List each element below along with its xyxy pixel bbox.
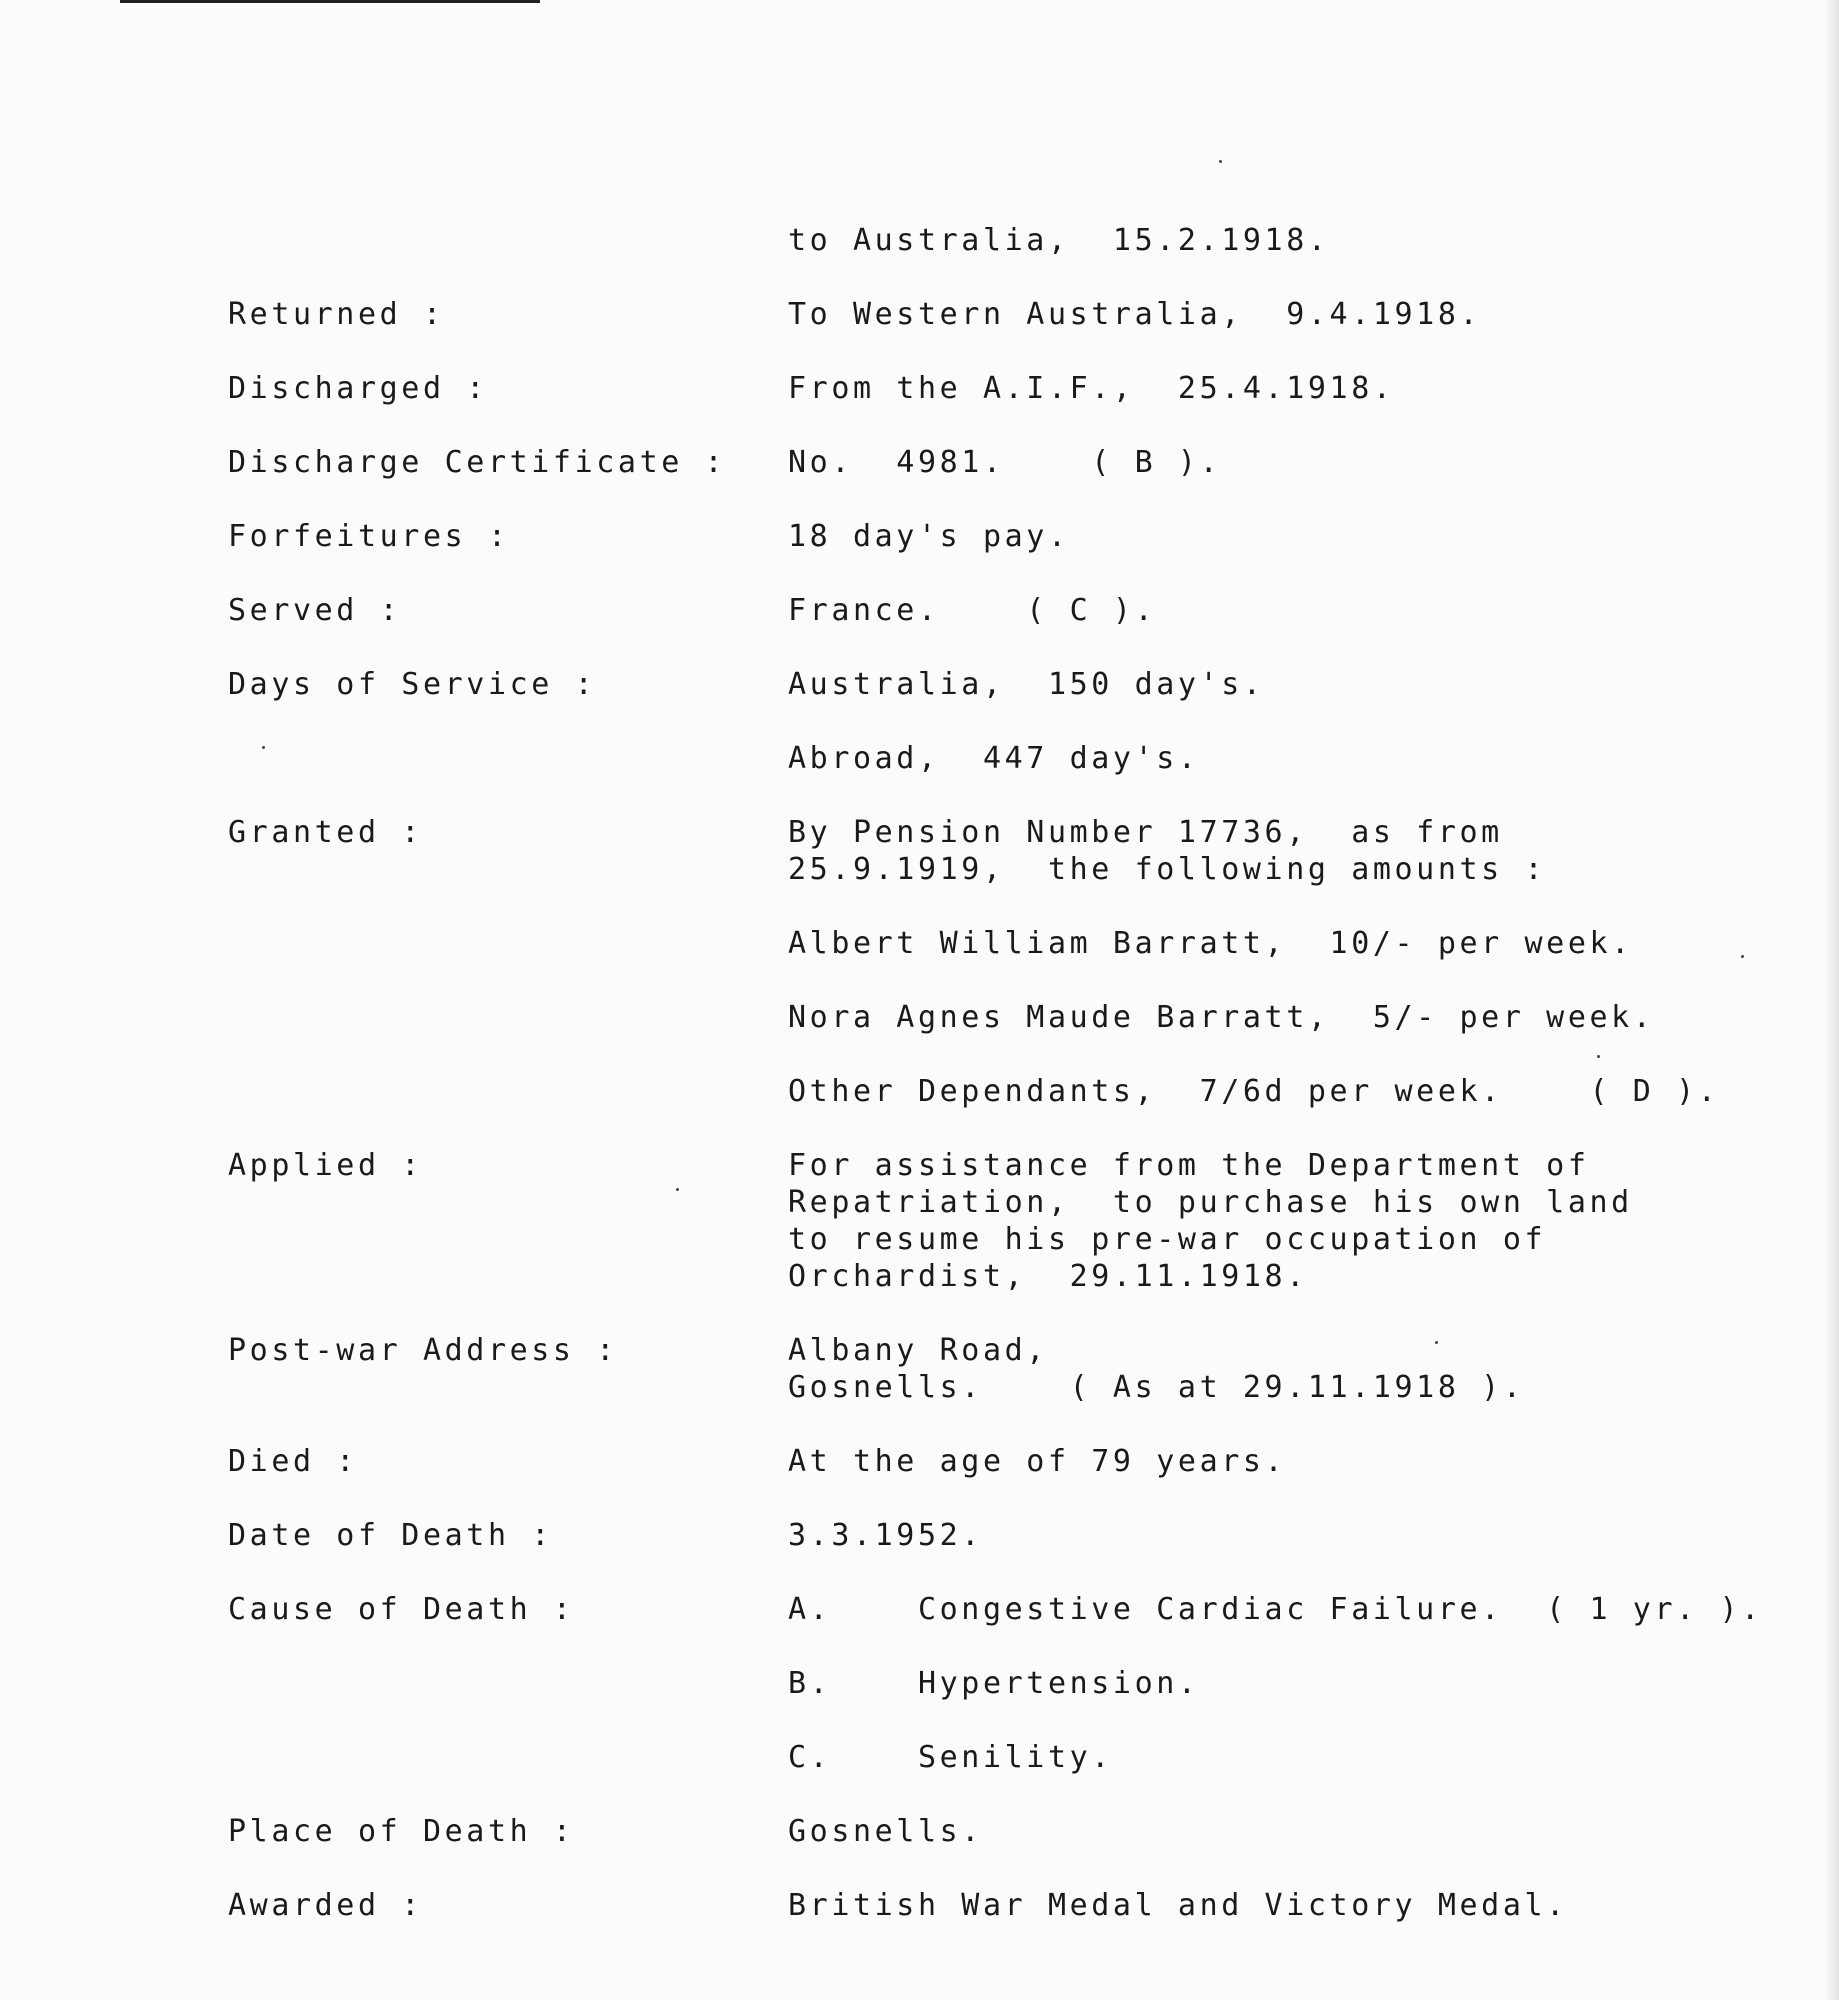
days-of-service-australia: Australia, 150 day's. — [788, 667, 1265, 702]
discharge-certificate-value: No. 4981. ( B ). — [788, 445, 1222, 480]
page-top-edge — [120, 0, 540, 3]
page-shadow — [1825, 0, 1839, 2000]
forfeitures-value: 18 day's pay. — [788, 519, 1070, 554]
applied-label: Applied : — [228, 1148, 423, 1183]
scan-speck — [1597, 1055, 1600, 1058]
granted-amount-nora: Nora Agnes Maude Barratt, 5/- per week. — [788, 1000, 1655, 1035]
returned-label: Returned : — [228, 297, 445, 332]
applied-line-4: Orchardist, 29.11.1918. — [788, 1259, 1308, 1294]
granted-amount-dependants: Other Dependants, 7/6d per week. ( D ). — [788, 1074, 1720, 1109]
applied-line-2: Repatriation, to purchase his own land — [788, 1185, 1633, 1220]
scan-speck — [1435, 1341, 1438, 1344]
awarded-label: Awarded : — [228, 1888, 423, 1923]
returned-value: To Western Australia, 9.4.1918. — [788, 297, 1482, 332]
awarded-value: British War Medal and Victory Medal. — [788, 1888, 1568, 1923]
continuation-line: to Australia, 15.2.1918. — [788, 223, 1330, 258]
post-war-address-line-2: Gosnells. ( As at 29.11.1918 ). — [788, 1370, 1525, 1405]
date-of-death-value: 3.3.1952. — [788, 1518, 983, 1553]
granted-line-1: By Pension Number 17736, as from — [788, 815, 1503, 850]
discharge-certificate-label: Discharge Certificate : — [228, 445, 727, 480]
scan-speck — [262, 746, 265, 749]
post-war-address-label: Post-war Address : — [228, 1333, 618, 1368]
discharged-value: From the A.I.F., 25.4.1918. — [788, 371, 1395, 406]
granted-label: Granted : — [228, 815, 423, 850]
forfeitures-label: Forfeitures : — [228, 519, 510, 554]
scan-speck — [1741, 955, 1744, 958]
discharged-label: Discharged : — [228, 371, 488, 406]
place-of-death-label: Place of Death : — [228, 1814, 575, 1849]
cause-of-death-a: A. Congestive Cardiac Failure. ( 1 yr. ). — [788, 1592, 1763, 1627]
granted-amount-albert: Albert William Barratt, 10/- per week. — [788, 926, 1633, 961]
days-of-service-abroad: Abroad, 447 day's. — [788, 741, 1200, 776]
post-war-address-line-1: Albany Road, — [788, 1333, 1048, 1368]
date-of-death-label: Date of Death : — [228, 1518, 553, 1553]
granted-line-2: 25.9.1919, the following amounts : — [788, 852, 1547, 887]
cause-of-death-b: B. Hypertension. — [788, 1666, 1200, 1701]
cause-of-death-label: Cause of Death : — [228, 1592, 575, 1627]
served-label: Served : — [228, 593, 402, 628]
applied-line-3: to resume his pre-war occupation of — [788, 1222, 1547, 1257]
days-of-service-label: Days of Service : — [228, 667, 597, 702]
applied-line-1: For assistance from the Department of — [788, 1148, 1590, 1183]
served-value: France. ( C ). — [788, 593, 1157, 628]
cause-of-death-c: C. Senility. — [788, 1740, 1113, 1775]
died-value: At the age of 79 years. — [788, 1444, 1287, 1479]
scan-speck — [676, 1188, 679, 1191]
died-label: Died : — [228, 1444, 358, 1479]
place-of-death-value: Gosnells. — [788, 1814, 983, 1849]
scan-speck — [1219, 160, 1222, 163]
